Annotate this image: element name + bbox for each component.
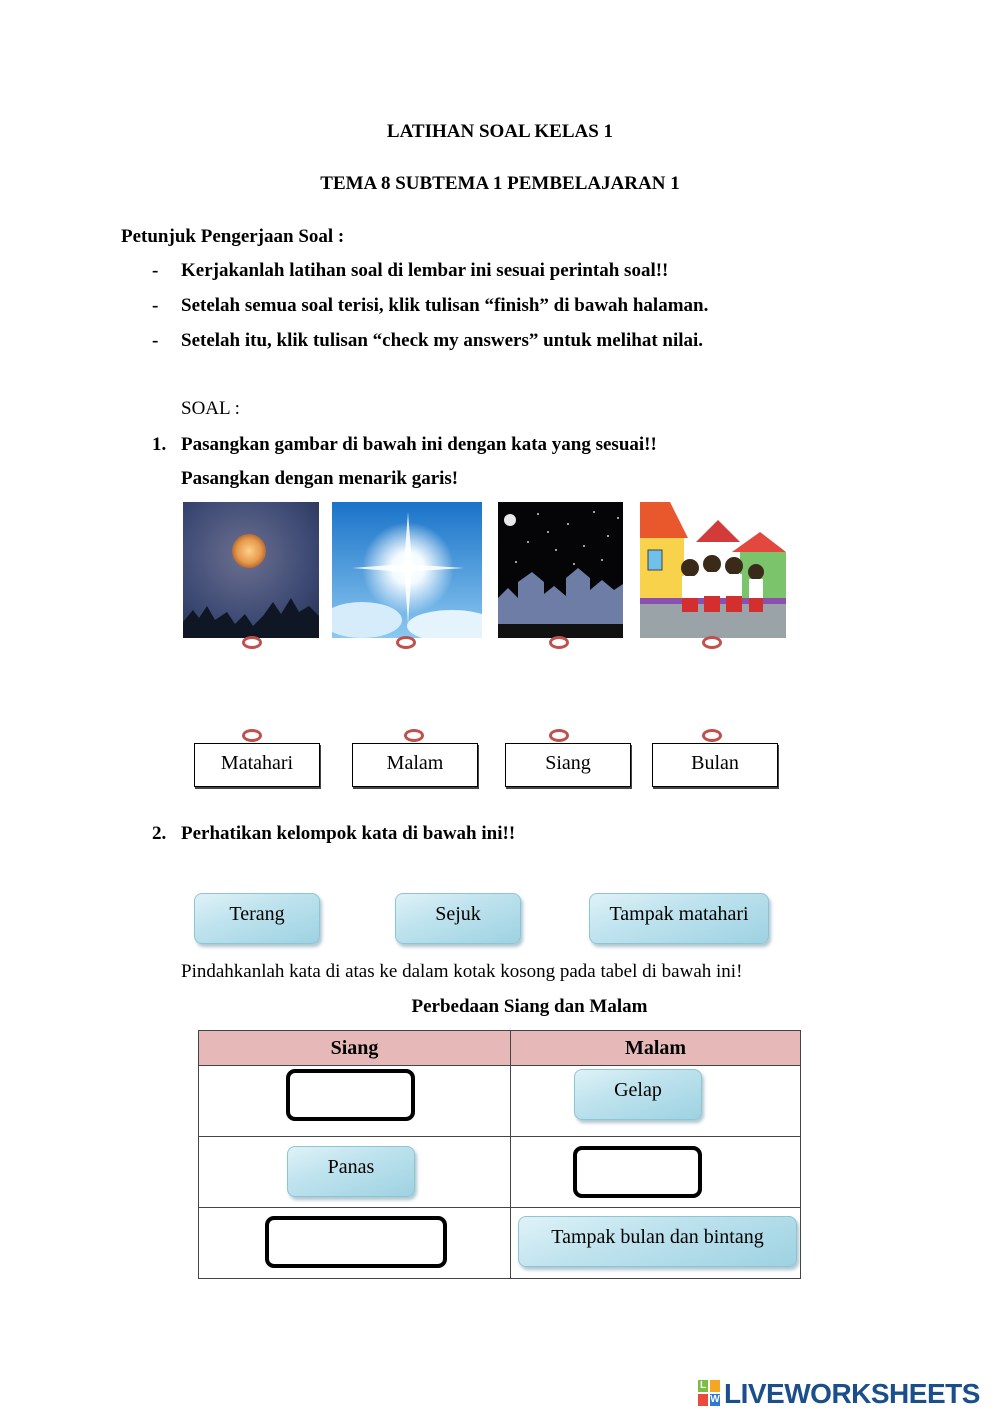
instruction-item: Setelah itu, klik tulisan “check my answers” untuk melihat nilai.: [181, 330, 704, 351]
drop-slot-malam-2[interactable]: [573, 1146, 702, 1198]
match-dot-image-3[interactable]: [549, 636, 569, 649]
question1-subtext: Pasangkan dengan menarik garis!: [181, 468, 459, 489]
worksheet-title: LATIHAN SOAL KELAS 1: [386, 121, 614, 142]
instruction-dash: -: [152, 260, 159, 281]
instruction-dash: -: [152, 295, 159, 316]
word-box-matahari: Matahari: [194, 743, 320, 787]
logo-letter-w: W: [710, 1394, 720, 1405]
liveworksheets-logo: [698, 1378, 992, 1410]
word-box-siang: Siang: [505, 743, 631, 787]
question2-instruction: Pindahkanlah kata di atas ke dalam kotak kosong pada tabel di bawah ini!: [181, 961, 743, 982]
children-going-to-school-image: [640, 502, 786, 638]
liveworksheets-logo-icon: [698, 1380, 720, 1406]
table-row: [199, 1208, 801, 1279]
instructions-heading: Petunjuk Pengerjaan Soal :: [121, 226, 345, 247]
match-dot-word-4[interactable]: [702, 729, 722, 742]
logo-square: [710, 1380, 720, 1392]
table-title: Perbedaan Siang dan Malam: [411, 996, 648, 1017]
drop-slot-siang-1[interactable]: [286, 1069, 415, 1121]
match-dot-image-2[interactable]: [396, 636, 416, 649]
match-dot-word-1[interactable]: [242, 729, 262, 742]
instruction-item: Kerjakanlah latihan soal di lembar ini sesuai perintah soal!!: [181, 260, 669, 281]
chip-panas: Panas: [287, 1146, 415, 1197]
column-header-malam: Malam: [511, 1031, 801, 1066]
match-dot-word-3[interactable]: [549, 729, 569, 742]
worksheet-subtitle: TEMA 8 SUBTEMA 1 PEMBELAJARAN 1: [320, 173, 680, 194]
bright-sun-image: [332, 502, 482, 638]
logo-letter-l: L: [699, 1380, 707, 1391]
logo-square: [698, 1394, 708, 1406]
question2-text: Perhatikan kelompok kata di bawah ini!!: [181, 823, 516, 844]
column-header-siang: Siang: [199, 1031, 511, 1066]
word-box-malam: Malam: [352, 743, 478, 787]
question1-text: Pasangkan gambar di bawah ini dengan kata yang sesuai!!: [181, 434, 657, 455]
match-dot-word-2[interactable]: [404, 729, 424, 742]
full-moon-image: [183, 502, 319, 638]
drop-slot-siang-3[interactable]: [265, 1216, 447, 1268]
question2-number: 2.: [152, 823, 167, 844]
word-box-bulan: Bulan: [652, 743, 778, 787]
chip-tampak-bulan-dan-bintang: Tampak bulan dan bintang: [518, 1216, 797, 1267]
match-dot-image-4[interactable]: [702, 636, 722, 649]
table-row: [199, 1137, 801, 1208]
soal-label: SOAL :: [181, 398, 240, 419]
liveworksheets-brand-text: LIVEWORKSHEETS: [724, 1378, 980, 1409]
instruction-item: Setelah semua soal terisi, klik tulisan “finish” di bawah halaman.: [181, 295, 709, 316]
question1-number: 1.: [152, 434, 167, 455]
table-row: [199, 1066, 801, 1137]
drag-chip-terang[interactable]: Terang: [194, 893, 320, 944]
drag-chip-tampak-matahari[interactable]: Tampak matahari: [589, 893, 769, 944]
chip-gelap: Gelap: [574, 1069, 702, 1120]
drag-chip-sejuk[interactable]: Sejuk: [395, 893, 521, 944]
instruction-dash: -: [152, 330, 159, 351]
night-sky-image: [498, 502, 623, 638]
match-dot-image-1[interactable]: [242, 636, 262, 649]
comparison-table: [198, 1030, 801, 1279]
